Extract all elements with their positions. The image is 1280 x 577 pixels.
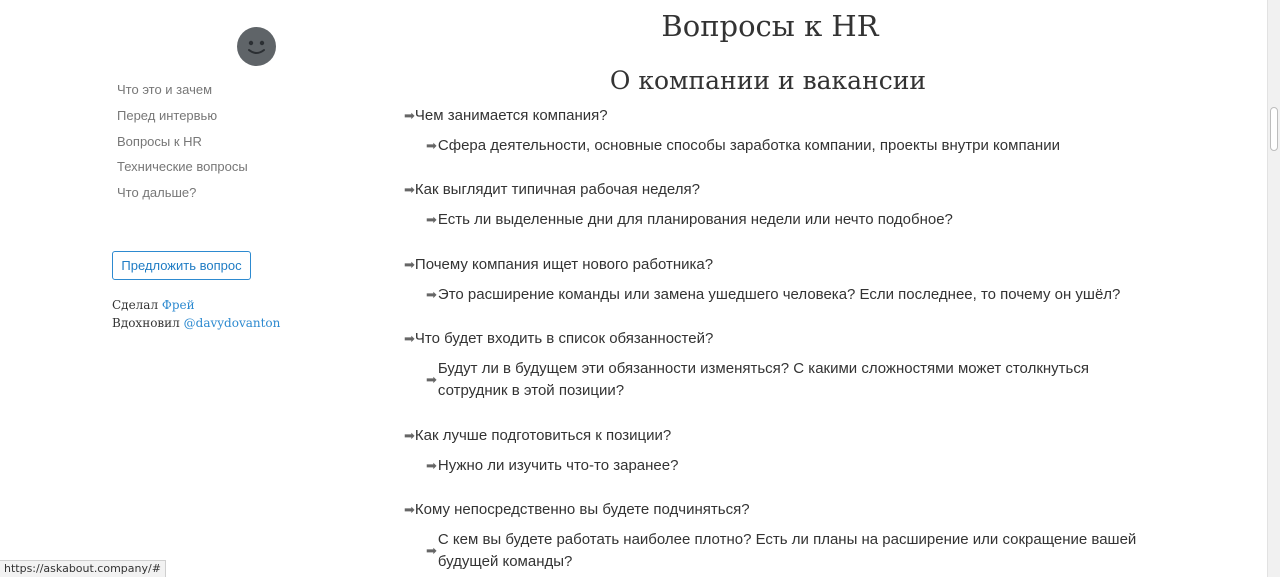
- question-detail: [426, 529, 1138, 573]
- detail-text: Будут ли в будущем эти обязанности изменяться? С какими сложностями может столкнуться сотрудник в этой позиции?: [437, 360, 1089, 399]
- suggest-question-button[interactable]: Предложить вопрос: [112, 251, 251, 280]
- question-detail: [426, 284, 1138, 306]
- page-scrollbar[interactable]: [1267, 0, 1280, 577]
- arrow-right-icon: ➡: [426, 458, 437, 473]
- detail-text: Сфера деятельности, основные способы заработка компании, проекты внутри компании: [437, 137, 1060, 154]
- question-item: [404, 254, 1140, 276]
- status-bar-url: https://askabout.company/#: [0, 560, 166, 577]
- arrow-right-icon: ➡: [404, 257, 415, 272]
- sidebar-nav: [117, 82, 248, 211]
- nav-item-whats-next[interactable]: Что дальше?: [117, 185, 197, 201]
- question-text: Что будет входить в список обязанностей?: [414, 330, 714, 347]
- arrow-right-icon: ➡: [426, 287, 437, 302]
- question-detail: [426, 135, 1138, 157]
- question-text: Как лучше подготовиться к позиции?: [414, 427, 672, 444]
- smiley-face-icon: [237, 27, 276, 66]
- detail-text: Есть ли выделенные дни для планирования недели или нечто подобное?: [437, 211, 953, 228]
- sidebar: [0, 0, 380, 577]
- nav-item-hr-questions[interactable]: Вопросы к HR: [117, 133, 202, 149]
- question-detail: [426, 358, 1138, 402]
- question-item: [404, 425, 1140, 447]
- detail-text: Нужно ли изучить что-то заранее?: [437, 457, 679, 474]
- question-item: [404, 328, 1140, 350]
- author-link[interactable]: Фрей: [161, 298, 195, 312]
- nav-item-what-and-why[interactable]: Что это и зачем: [117, 82, 213, 97]
- credit-made-by: [112, 296, 280, 314]
- question-text: Кому непосредственно вы будете подчиняться?: [414, 501, 750, 518]
- detail-text: Это расширение команды или замена ушедшего человека? Если последнее, то почему он ушёл?: [437, 286, 1121, 303]
- question-detail: [426, 455, 1138, 477]
- section-title: О компании и вакансии: [609, 66, 927, 95]
- question-detail: [426, 209, 1138, 231]
- page-title: Вопросы к HR: [661, 9, 879, 43]
- arrow-right-icon: ➡: [404, 502, 415, 517]
- question-text: Почему компания ищет нового работника?: [414, 256, 714, 273]
- arrow-right-icon: ➡: [426, 372, 437, 387]
- made-by-label: Сделал: [112, 298, 159, 312]
- detail-text: С кем вы будете работать наиболее плотно? Есть ли планы на расширение или сокращение вашей будущей команды?: [437, 531, 1137, 570]
- question-text: Чем занимается компания?: [414, 107, 608, 124]
- question-text: Как выглядит типичная рабочая неделя?: [414, 181, 700, 198]
- arrow-right-icon: ➡: [426, 138, 437, 153]
- inspirer-link[interactable]: @davydovanton: [183, 316, 281, 330]
- nav-item-before-interview[interactable]: Перед интервью: [117, 107, 218, 123]
- question-item: [404, 499, 1140, 521]
- arrow-right-icon: ➡: [404, 331, 415, 346]
- arrow-right-icon: ➡: [404, 108, 415, 123]
- arrow-right-icon: ➡: [426, 212, 437, 227]
- arrow-right-icon: ➡: [426, 543, 437, 558]
- arrow-right-icon: ➡: [404, 182, 415, 197]
- inspired-by-label: Вдохновил: [112, 316, 180, 330]
- nav-item-tech-questions[interactable]: Технические вопросы: [117, 159, 248, 175]
- scrollbar-thumb[interactable]: [1270, 107, 1278, 151]
- question-item: [404, 105, 1140, 127]
- arrow-right-icon: ➡: [404, 428, 415, 443]
- question-item: [404, 179, 1140, 201]
- credits: [112, 296, 280, 332]
- credit-inspired-by: [112, 314, 280, 332]
